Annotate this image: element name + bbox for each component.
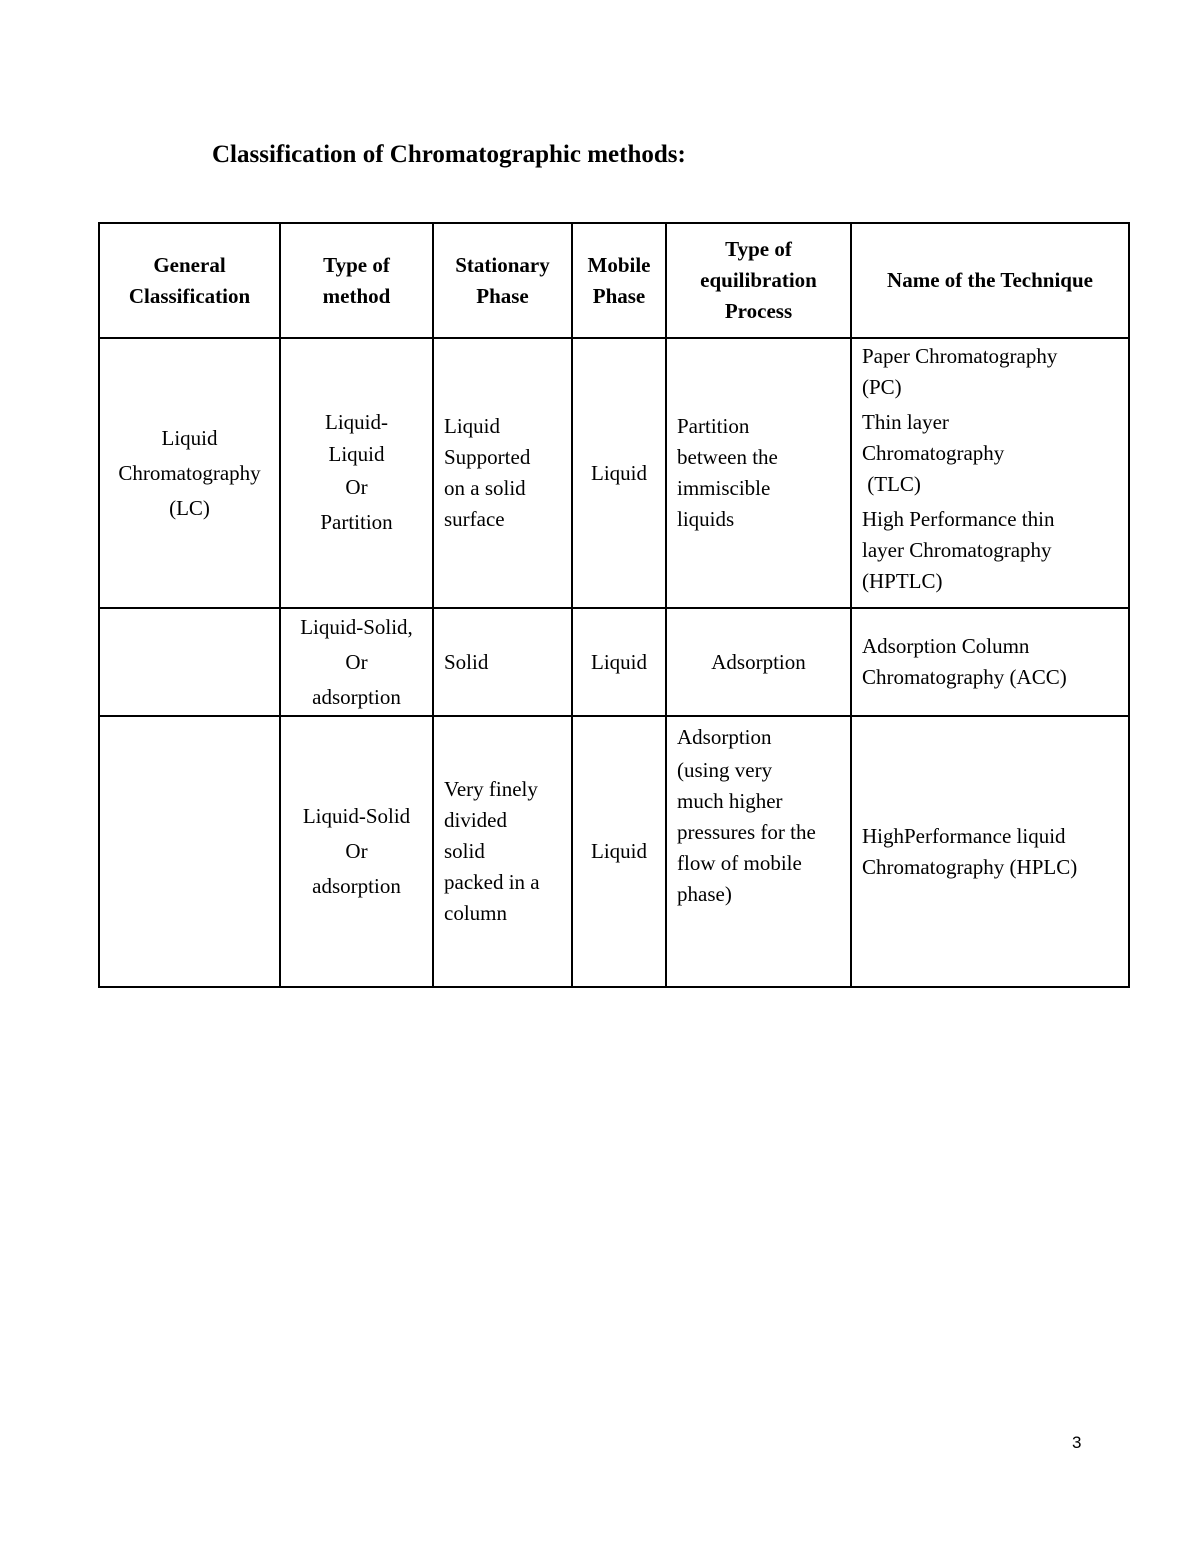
cell-technique-name: HighPerformance liquid Chromatography (HPLC)	[851, 716, 1129, 987]
cell-technique-name: Adsorption Column Chromatography (ACC)	[851, 608, 1129, 716]
cell-type-of-method: Liquid-Solid, Or adsorption	[280, 608, 433, 716]
cell-mobile-phase: Liquid	[572, 608, 666, 716]
classification-table	[98, 222, 1130, 988]
header-technique-name: Name of the Technique	[851, 223, 1129, 338]
header-equilibration-process: Type of equilibration Process	[666, 223, 851, 338]
cell-technique-name	[851, 338, 1129, 608]
page-title: Classification of Chromatographic methods:	[212, 141, 686, 168]
technique-entry: High Performance thin layer Chromatography (HPTLC)	[862, 507, 1055, 593]
cell-stationary-phase: Very finely divided solid packed in a column	[433, 716, 572, 987]
cell-stationary-phase: Solid	[433, 608, 572, 716]
header-general-classification: General Classification	[99, 223, 280, 338]
header-mobile-phase: Mobile Phase	[572, 223, 666, 338]
cell-general-classification	[99, 608, 280, 716]
cell-stationary-phase: Liquid Supported on a solid surface	[433, 338, 572, 608]
table-row	[99, 338, 1129, 608]
page-number: 3	[1072, 1433, 1082, 1452]
cell-mobile-phase: Liquid	[572, 338, 666, 608]
table-row	[99, 608, 1129, 716]
cell-general-classification	[99, 716, 280, 987]
cell-type-of-method: Liquid-Solid Or adsorption	[280, 716, 433, 987]
technique-entry: Paper Chromatography (PC)	[862, 344, 1058, 399]
cell-equilibration-process: Adsorption	[666, 608, 851, 716]
header-type-of-method: Type of method	[280, 223, 433, 338]
cell-equilibration-process: Partition between the immiscible liquids	[666, 338, 851, 608]
technique-entry: Thin layer Chromatography (TLC)	[862, 410, 1005, 496]
cell-mobile-phase: Liquid	[572, 716, 666, 987]
cell-general-classification: Liquid Chromatography (LC)	[99, 338, 280, 608]
table-row	[99, 716, 1129, 987]
header-stationary-phase: Stationary Phase	[433, 223, 572, 338]
cell-equilibration-process: Adsorption (using very much higher pressures for the flow of mobile phase)	[666, 716, 851, 987]
cell-type-of-method: Liquid- Liquid Or Partition	[280, 338, 433, 608]
table-header-row	[99, 223, 1129, 338]
